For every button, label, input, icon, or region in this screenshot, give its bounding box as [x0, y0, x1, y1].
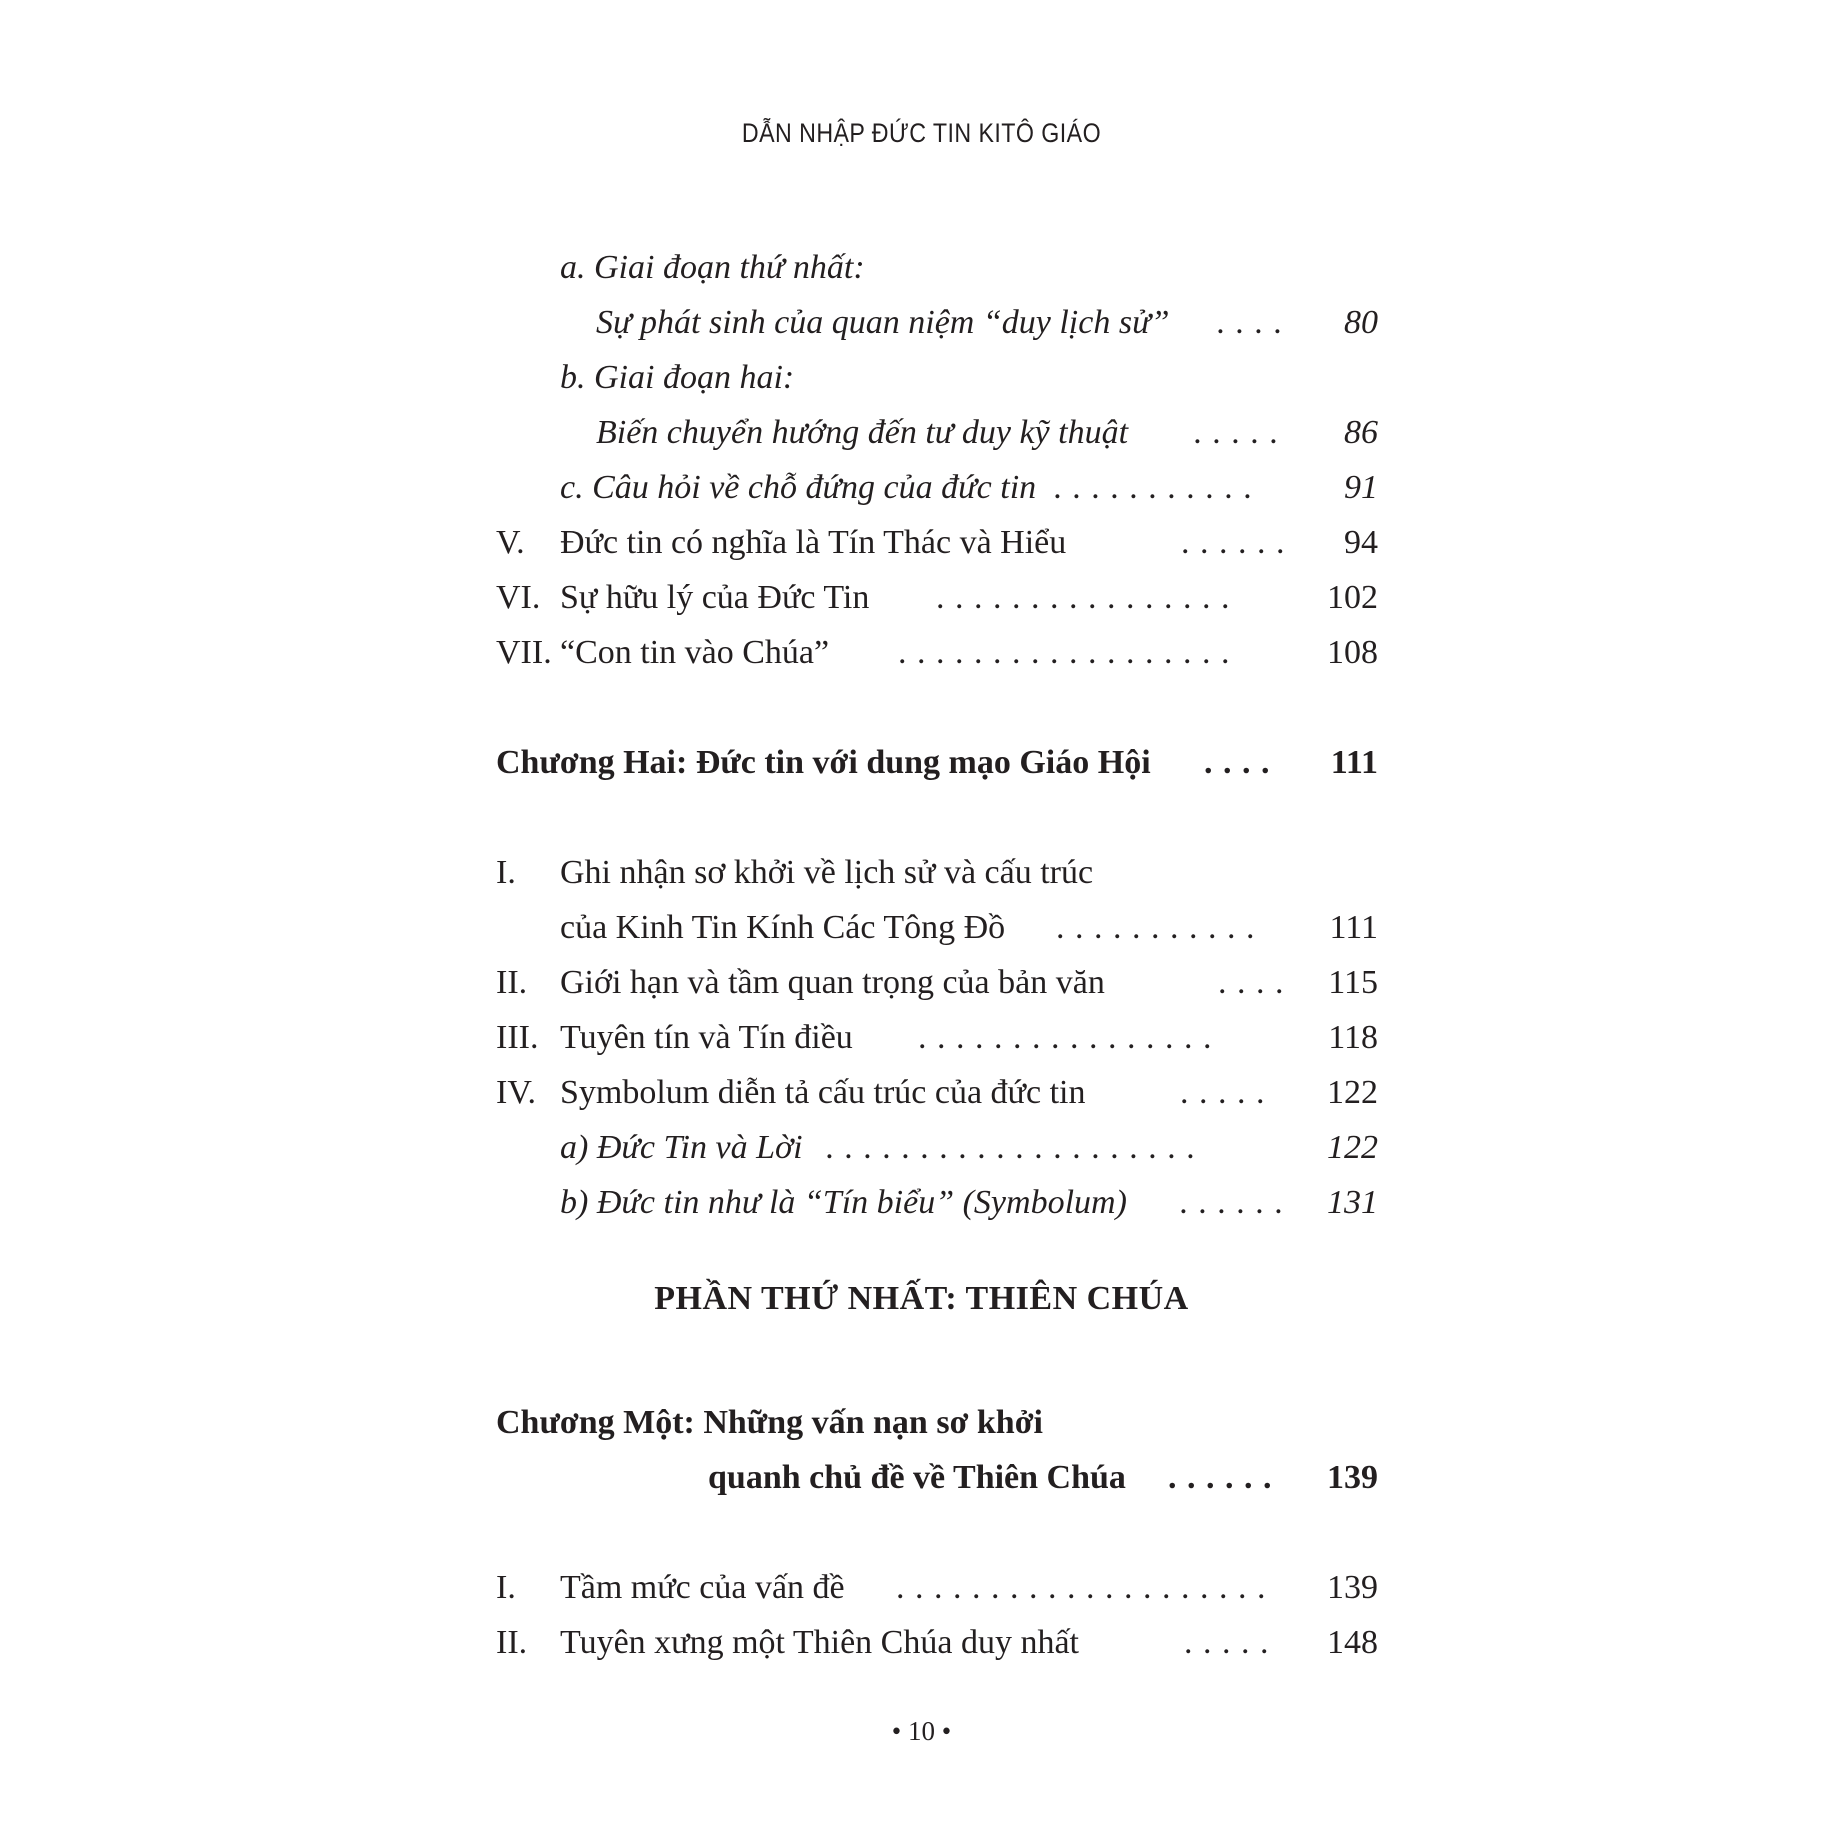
toc-leader-dots: . . . . . . . . . . . — [1056, 909, 1256, 946]
toc-entry-title: Đức tin có nghĩa là Tín Thác và Hiểu — [560, 524, 1067, 561]
toc-entry-title: Sự phát sinh của quan niệm “duy lịch sử” — [596, 304, 1170, 341]
toc-entry-title: Symbolum diễn tả cấu trúc của đức tin — [560, 1074, 1086, 1111]
toc-entry — [496, 1615, 1378, 1671]
toc-entry — [496, 240, 1378, 296]
toc-page-number: 94 — [1344, 524, 1378, 561]
toc-leader-dots: . . . . . — [1180, 1074, 1266, 1111]
toc-entry-title: Tuyên xưng một Thiên Chúa duy nhất — [560, 1624, 1079, 1661]
toc-entry-number: I. — [496, 854, 516, 891]
toc-leader-dots: . . . . . . . . . . . . . . . . . . — [898, 634, 1231, 671]
toc-entry — [496, 845, 1378, 901]
toc-entry — [496, 1065, 1378, 1121]
toc-entry-title: “Con tin vào Chúa” — [560, 634, 830, 671]
toc-page-number: 80 — [1344, 304, 1378, 341]
toc-entry-title: a. Giai đoạn thứ nhất: — [560, 249, 865, 286]
toc-entry-title: Biến chuyển hướng đến tư duy kỹ thuật — [596, 414, 1129, 451]
toc-page-number: 139 — [1327, 1569, 1378, 1606]
toc-leader-dots: . . . . . . . . . . . . . . . . . . . . — [826, 1129, 1197, 1166]
toc-entry-title: Tầm mức của vấn đề — [560, 1569, 845, 1606]
toc-entry-number: II. — [496, 964, 528, 1001]
toc-entry-number: V. — [496, 524, 525, 561]
toc-page-number: 102 — [1327, 579, 1378, 616]
toc-entry-title: của Kinh Tin Kính Các Tông Đồ — [560, 909, 1006, 946]
toc-page-number: 111 — [1330, 744, 1378, 781]
toc-chapter-entry — [496, 1450, 1378, 1506]
part-heading: PHẦN THỨ NHẤT: THIÊN CHÚA — [654, 1280, 1189, 1317]
toc-page-number: 91 — [1344, 469, 1378, 506]
toc-entry — [496, 1560, 1378, 1616]
toc-entry — [496, 570, 1378, 626]
toc-entry-title: Sự hữu lý của Đức Tin — [560, 579, 870, 616]
toc-page-number: 131 — [1327, 1184, 1378, 1221]
toc-entry — [496, 625, 1378, 681]
toc-page-number: 139 — [1327, 1459, 1378, 1496]
toc-entry — [496, 515, 1378, 571]
toc-entry — [496, 955, 1378, 1011]
toc-entry — [496, 295, 1378, 351]
toc-page-number: 122 — [1327, 1129, 1378, 1166]
toc-entry-title: b. Giai đoạn hai: — [560, 359, 795, 396]
toc-leader-dots: . . . . . . . . . . . — [1054, 469, 1254, 506]
toc-chapter-title: quanh chủ đề về Thiên Chúa — [708, 1459, 1126, 1496]
toc-entry — [496, 1010, 1378, 1066]
toc-entry — [496, 350, 1378, 406]
toc-entry-title: c. Câu hỏi về chỗ đứng của đức tin — [560, 469, 1037, 506]
toc-page-number: 108 — [1327, 634, 1378, 671]
toc-page-number: 148 — [1327, 1624, 1378, 1661]
toc-entry-number: VII. — [496, 634, 552, 671]
toc-leader-dots: . . . . . . . . . . . . . . . . . . . . — [896, 1569, 1267, 1606]
toc-entry-number: VI. — [496, 579, 541, 616]
toc-entry — [496, 1120, 1378, 1176]
toc-leader-dots: . . . . . . — [1168, 1459, 1273, 1496]
toc-entry-title: Giới hạn và tầm quan trọng của bản văn — [560, 964, 1105, 1001]
toc-chapter-entry — [496, 735, 1378, 791]
toc-chapter-title: Chương Một: Những vấn nạn sơ khởi — [496, 1404, 1043, 1441]
toc-leader-dots: . . . . . — [1184, 1624, 1270, 1661]
toc-entry-title: Tuyên tín và Tín điều — [560, 1019, 853, 1056]
toc-leader-dots: . . . . — [1217, 304, 1284, 341]
toc-page-number: 122 — [1327, 1074, 1378, 1111]
toc-leader-dots: . . . . — [1204, 744, 1271, 781]
toc-entry-number: III. — [496, 1019, 539, 1056]
toc-page-number: 115 — [1328, 964, 1378, 1001]
toc-entry-title: b) Đức tin như là “Tín biểu” (Symbolum) — [560, 1184, 1127, 1221]
toc-leader-dots: . . . . . — [1194, 414, 1280, 451]
toc-entry — [496, 460, 1378, 516]
toc-entry-number: II. — [496, 1624, 528, 1661]
toc-entry-number: I. — [496, 1569, 516, 1606]
toc-leader-dots: . . . . . . — [1180, 1184, 1285, 1221]
running-header: DẪN NHẬP ĐỨC TIN KITÔ GIÁO — [741, 118, 1102, 148]
toc-entry-title: Ghi nhận sơ khởi về lịch sử và cấu trúc — [560, 854, 1094, 891]
toc-page-number: 118 — [1328, 1019, 1378, 1056]
toc-entry-title: a) Đức Tin và Lời — [560, 1129, 803, 1166]
toc-chapter-entry — [496, 1395, 1378, 1451]
toc-entry — [496, 405, 1378, 461]
toc-entry — [496, 900, 1378, 956]
toc-chapter-title: Chương Hai: Đức tin với dung mạo Giáo Hội — [496, 744, 1151, 781]
toc-leader-dots: . . . . . . . . . . . . . . . . — [918, 1019, 1213, 1056]
toc-leader-dots: . . . . — [1218, 964, 1285, 1001]
toc-leader-dots: . . . . . . — [1181, 524, 1286, 561]
toc-page-number: 86 — [1344, 414, 1378, 451]
page-number: • 10 • — [891, 1716, 952, 1746]
toc-entry-number: IV. — [496, 1074, 536, 1111]
toc-entry — [496, 1175, 1378, 1231]
toc-page-number: 111 — [1329, 909, 1378, 946]
toc-leader-dots: . . . . . . . . . . . . . . . . — [936, 579, 1231, 616]
